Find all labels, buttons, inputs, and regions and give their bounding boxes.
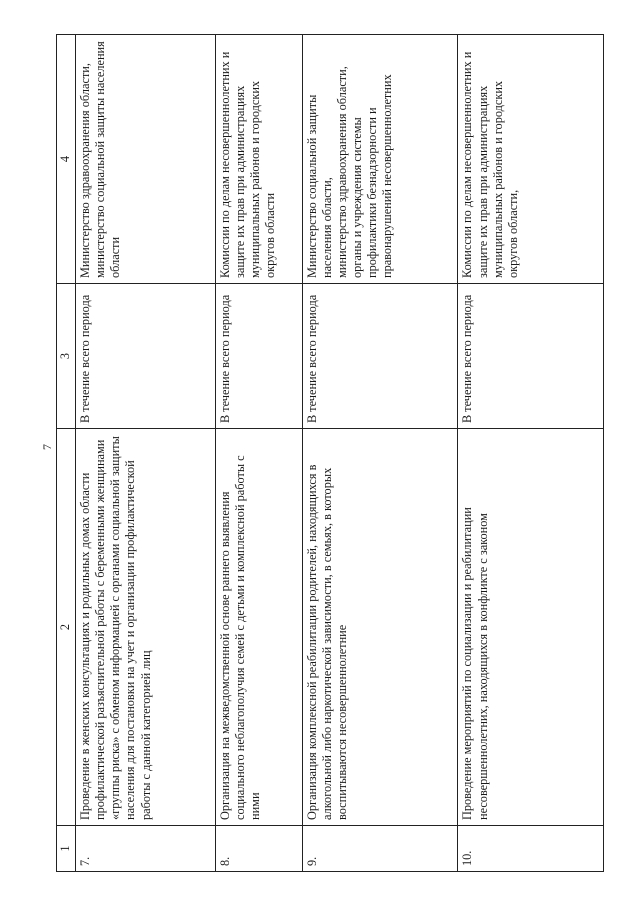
row-number: 9. (302, 826, 458, 872)
row-term: В течение всего периода (215, 284, 302, 429)
table-row (458, 35, 604, 872)
header-col-3: 3 (57, 284, 76, 429)
measures-table (56, 34, 604, 872)
row-action: Организация комплексной реабилитации родителей, находящихся в алкогольной либо наркотической зависимости, в семьях, в которых воспитываются несовершеннолетние (302, 429, 458, 826)
row-term: В течение всего периода (76, 284, 216, 429)
row-executors: Комиссии по делам несовершеннолетних и защите их прав при администрациях муниципальных районов и городских округов области, (458, 35, 604, 284)
row-executors: Министерство социальной защиты населения области, министерство здравоохранения области, органы и учреждения системы профилактики безнадзорности и правонарушений несовершеннолетних (302, 35, 458, 284)
header-row (57, 35, 76, 872)
header-col-1: 1 (57, 826, 76, 872)
row-term: В течение всего периода (302, 284, 458, 429)
header-col-2: 2 (57, 429, 76, 826)
header-col-4: 4 (57, 35, 76, 284)
rotated-table-container (56, 35, 604, 872)
row-action: Организация на межведомственной основе раннего выявления социального неблагополучия семей с детьми и комплексной работы с ними (215, 429, 302, 826)
table-row (76, 35, 216, 872)
row-executors: Министерство здравоохранения области, министерство социальной защиты населения области (76, 35, 216, 284)
page-number: 7 (40, 444, 54, 450)
row-executors: Комиссии по делам несовершеннолетних и защите их прав при администрациях муниципальных районов и городских округов области (215, 35, 302, 284)
row-number: 7. (76, 826, 216, 872)
row-number: 10. (458, 826, 604, 872)
row-term: В течение всего периода (458, 284, 604, 429)
row-action: Проведение в женских консультациях и родильных домах области профилактической разъяснительной работы с беременными женщинами «группы риска» с обменом информацией с органами социальной защиты населения для постановки на учет и организации профилактической работы с данной категорией лиц (76, 429, 216, 826)
row-action: Проведение мероприятий по социализации и реабилитации несовершеннолетних, находящихся в конфликте с законом (458, 429, 604, 826)
row-number: 8. (215, 826, 302, 872)
table-row (302, 35, 458, 872)
table-row (215, 35, 302, 872)
